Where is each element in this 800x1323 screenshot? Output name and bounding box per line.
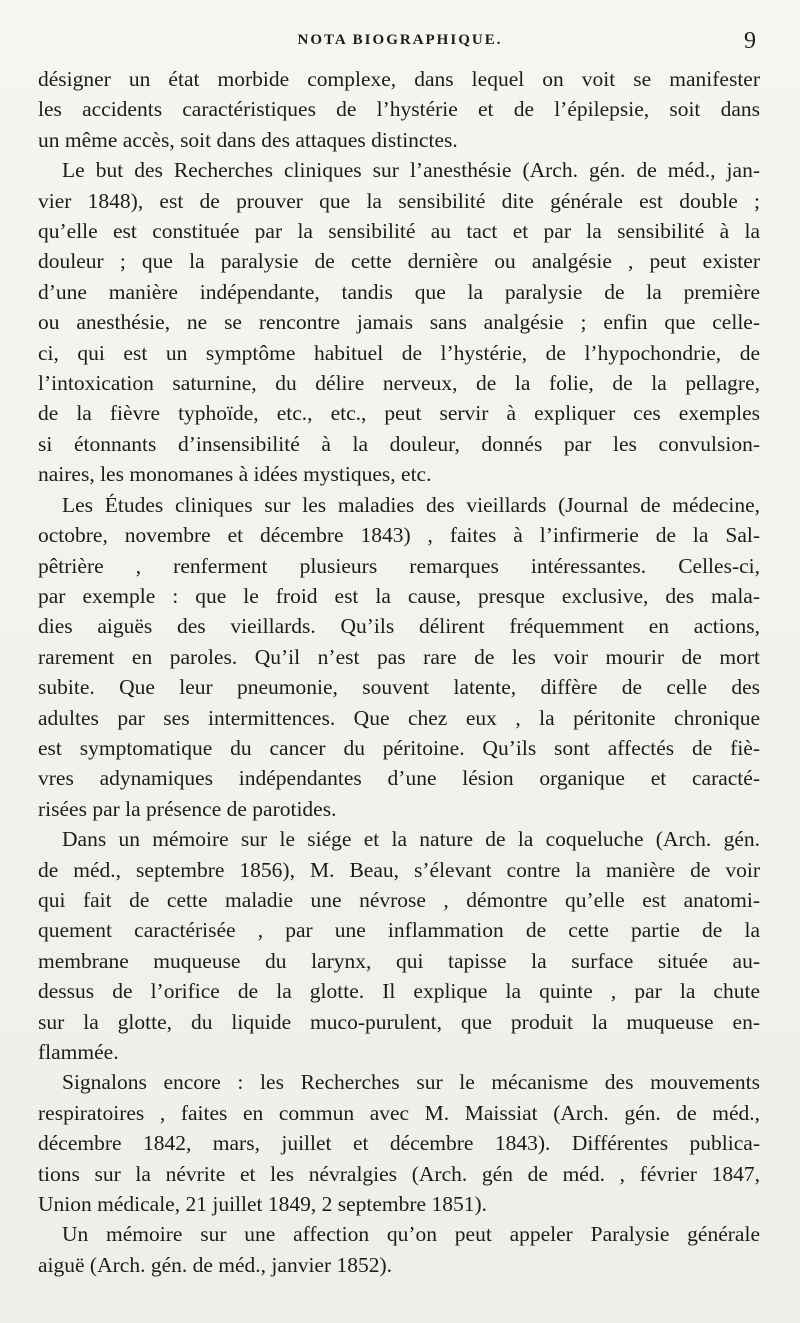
text-line: adultes par ses intermittences. Que chez eux , la péritonite chronique xyxy=(38,705,760,730)
text-line: Signalons encore : les Recherches sur le mécanisme des mouvements xyxy=(62,1070,760,1095)
text-line: respiratoires , faites en commun avec M. Maissiat (Arch. gén. de méd., xyxy=(38,1100,760,1125)
text-line: pêtrière , renferment plusieurs remarques intéressantes. Celles-ci, xyxy=(38,553,760,578)
text-line: aiguë (Arch. gén. de méd., janvier 1852). xyxy=(38,1252,393,1277)
text-line: rarement en paroles. Qu’il n’est pas rare de les voir mourir de mort xyxy=(38,644,760,669)
text-line: vres adynamiques indépendantes d’une lésion organique et caracté- xyxy=(38,766,760,791)
text-line: de la fièvre typhoïde, etc., etc., peut servir à expliquer ces exemples xyxy=(38,401,760,426)
text-line: risées par la présence de parotides. xyxy=(38,796,337,821)
paragraph xyxy=(38,64,760,155)
text-line: ci, qui est un symptôme habituel de l’hystérie, de l’hypochondrie, de xyxy=(38,340,760,365)
text-line: Un mémoire sur une affection qu’on peut appeler Paralysie générale xyxy=(62,1222,760,1247)
page-header xyxy=(0,30,800,58)
text-line: désigner un état morbide complexe, dans lequel on voit se manifester xyxy=(38,67,760,91)
text-line: qu’elle est constituée par la sensibilité au tact et par la sensibilité à la xyxy=(38,219,760,244)
text-line: dies aiguës des vieillards. Qu’ils délirent fréquemment en actions, xyxy=(38,614,760,639)
text-line: par exemple : que le froid est la cause, presque exclusive, des mala- xyxy=(38,583,760,608)
paragraph xyxy=(38,1067,760,1219)
text-line: flammée. xyxy=(38,1040,119,1064)
text-line: tions sur la névrite et les névralgies (Arch. gén de méd. , février 1847, xyxy=(38,1161,760,1186)
text-line: douleur ; que la paralysie de cette dernière ou analgésie , peut exister xyxy=(38,249,760,274)
text-line: Dans un mémoire sur le siége et la nature de la coqueluche (Arch. gén. xyxy=(62,827,760,852)
text-line: subite. Que leur pneumonie, souvent latente, diffère de celle des xyxy=(38,675,760,700)
paragraph xyxy=(38,1219,760,1280)
text-line: un même accès, soit dans des attaques distinctes. xyxy=(38,127,458,152)
text-line: dessus de l’orifice de la glotte. Il explique la quinte , par la chute xyxy=(38,979,760,1004)
text-line: Le but des Recherches cliniques sur l’anesthésie (Arch. gén. de méd., jan- xyxy=(62,158,760,183)
text-line: l’intoxication saturnine, du délire nerveux, de la folie, de la pellagre, xyxy=(38,371,760,396)
text-line: Les Études cliniques sur les maladies des vieillards (Journal de médecine, xyxy=(62,492,760,517)
paragraph xyxy=(38,155,760,489)
text-line: sur la glotte, du liquide muco-purulent, que produit la muqueuse en- xyxy=(38,1009,760,1034)
text-line: membrane muqueuse du larynx, qui tapisse la surface située au- xyxy=(38,948,760,973)
text-line: ou anesthésie, ne se rencontre jamais sans analgésie ; enfin que celle- xyxy=(38,310,760,335)
body-text xyxy=(38,64,760,1280)
text-line: les accidents caractéristiques de l’hystérie et de l’épilepsie, soit dans xyxy=(38,97,760,122)
text-line: est symptomatique du cancer du péritoine. Qu’ils sont affectés de fiè- xyxy=(38,735,760,760)
text-line: décembre 1842, mars, juillet et décembre 1843). Différentes publica- xyxy=(38,1131,760,1156)
paragraph xyxy=(38,490,760,824)
text-line: vier 1848), est de prouver que la sensibilité dite générale est double ; xyxy=(38,188,760,213)
text-line: qui fait de cette maladie une névrose , démontre qu’elle est anatomi- xyxy=(38,887,760,912)
text-line: Union médicale, 21 juillet 1849, 2 septembre 1851). xyxy=(38,1192,488,1217)
text-line: quement caractérisée , par une inflammation de cette partie de la xyxy=(38,918,760,943)
text-line: si étonnants d’insensibilité à la douleur, donnés par les convulsion- xyxy=(38,431,760,456)
text-line: de méd., septembre 1856), M. Beau, s’élevant contre la manière de voir xyxy=(38,857,760,882)
page-number: 9 xyxy=(744,28,756,54)
text-line: octobre, novembre et décembre 1843) , faites à l’infirmerie de la Sal- xyxy=(38,523,760,548)
text-line: naires, les monomanes à idées mystiques, etc. xyxy=(38,462,432,487)
text-line: d’une manière indépendante, tandis que la paralysie de la première xyxy=(38,279,760,304)
paragraph xyxy=(38,824,760,1067)
running-title: NOTA BIOGRAPHIQUE. xyxy=(297,32,503,48)
